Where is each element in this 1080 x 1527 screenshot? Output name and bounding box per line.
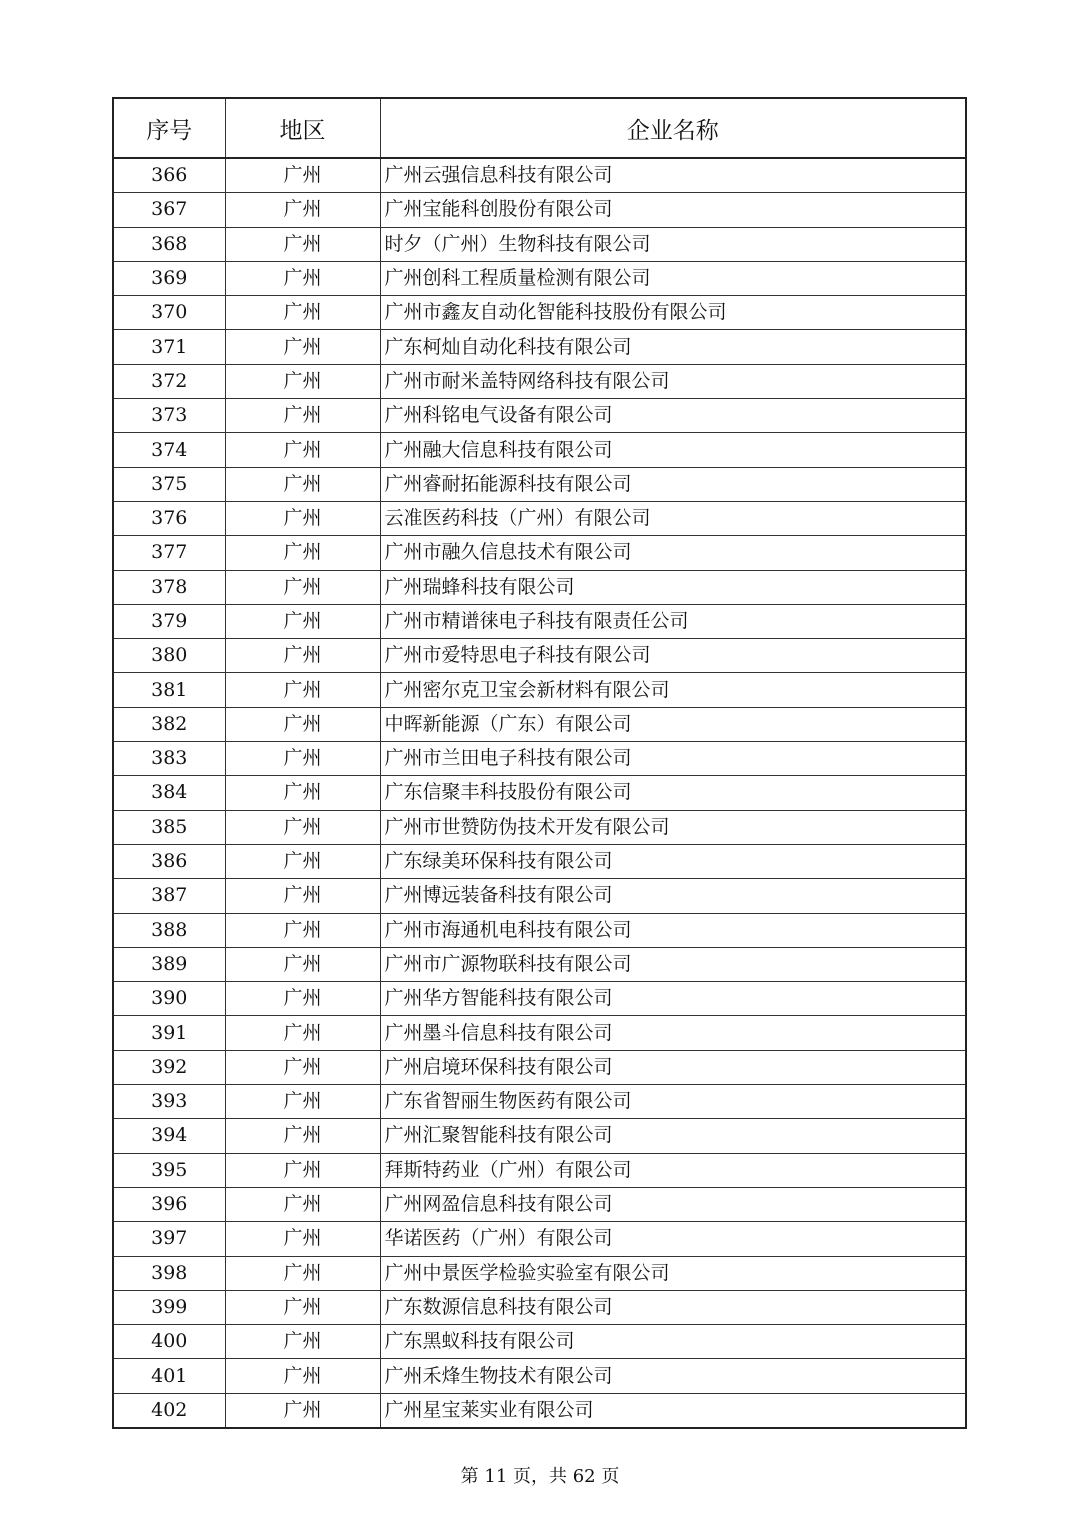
row-region: 广州: [225, 501, 380, 535]
row-region: 广州: [225, 1050, 380, 1084]
row-number: 382: [113, 707, 225, 741]
row-number: 395: [113, 1153, 225, 1187]
table-row: [113, 467, 966, 501]
row-company-name: 广州网盈信息科技有限公司: [380, 1187, 966, 1221]
table-row: [113, 1359, 966, 1393]
row-number: 400: [113, 1325, 225, 1359]
table-row: [113, 570, 966, 604]
row-region: 广州: [225, 879, 380, 913]
row-number: 372: [113, 364, 225, 398]
row-region: 广州: [225, 776, 380, 810]
row-company-name: 广州市融久信息技术有限公司: [380, 536, 966, 570]
row-number: 388: [113, 913, 225, 947]
row-company-name: 广东数源信息科技有限公司: [380, 1290, 966, 1324]
row-number: 394: [113, 1119, 225, 1153]
row-number: 393: [113, 1085, 225, 1119]
row-number: 376: [113, 501, 225, 535]
table-row: [113, 604, 966, 638]
row-region: 广州: [225, 1359, 380, 1393]
row-region: 广州: [225, 399, 380, 433]
row-number: 375: [113, 467, 225, 501]
row-number: 396: [113, 1187, 225, 1221]
row-region: 广州: [225, 364, 380, 398]
table-row: [113, 742, 966, 776]
row-region: 广州: [225, 1153, 380, 1187]
table-row: [113, 879, 966, 913]
row-region: 广州: [225, 810, 380, 844]
row-company-name: 广州汇聚智能科技有限公司: [380, 1119, 966, 1153]
row-company-name: 广东信聚丰科技股份有限公司: [380, 776, 966, 810]
row-company-name: 广州市爱特思电子科技有限公司: [380, 639, 966, 673]
row-company-name: 广州瑞蜂科技有限公司: [380, 570, 966, 604]
table-row: [113, 1085, 966, 1119]
row-company-name: 广州中景医学检验实验室有限公司: [380, 1256, 966, 1290]
row-region: 广州: [225, 296, 380, 330]
table-row: [113, 1290, 966, 1324]
table-row: [113, 776, 966, 810]
row-number: 385: [113, 810, 225, 844]
table-row: [113, 193, 966, 227]
row-number: 384: [113, 776, 225, 810]
table-row: [113, 261, 966, 295]
row-company-name: 广州密尔克卫宝会新材料有限公司: [380, 673, 966, 707]
row-company-name: 广州市兰田电子科技有限公司: [380, 742, 966, 776]
row-region: 广州: [225, 947, 380, 981]
row-number: 401: [113, 1359, 225, 1393]
table-row: [113, 1153, 966, 1187]
row-number: 374: [113, 433, 225, 467]
page-footer: 第 11 页，共 62 页: [460, 1466, 620, 1487]
row-company-name: 广州科铭电气设备有限公司: [380, 399, 966, 433]
row-number: 389: [113, 947, 225, 981]
row-number: 378: [113, 570, 225, 604]
row-region: 广州: [225, 1290, 380, 1324]
row-number: 371: [113, 330, 225, 364]
row-company-name: 广州市鑫友自动化智能科技股份有限公司: [380, 296, 966, 330]
row-number: 390: [113, 982, 225, 1016]
row-region: 广州: [225, 913, 380, 947]
row-region: 广州: [225, 227, 380, 261]
row-number: 402: [113, 1393, 225, 1428]
row-number: 387: [113, 879, 225, 913]
row-number: 367: [113, 193, 225, 227]
table-row: [113, 1187, 966, 1221]
row-number: 391: [113, 1016, 225, 1050]
row-region: 广州: [225, 1187, 380, 1221]
table-row: [113, 1016, 966, 1050]
header-company-name: 企业名称: [380, 98, 966, 158]
row-company-name: 中晖新能源（广东）有限公司: [380, 707, 966, 741]
table-row: [113, 947, 966, 981]
row-region: 广州: [225, 433, 380, 467]
row-number: 373: [113, 399, 225, 433]
row-company-name: 广州星宝莱实业有限公司: [380, 1393, 966, 1428]
table-row: [113, 1050, 966, 1084]
row-region: 广州: [225, 261, 380, 295]
row-company-name: 广东绿美环保科技有限公司: [380, 844, 966, 878]
table-row: [113, 707, 966, 741]
row-region: 广州: [225, 604, 380, 638]
row-company-name: 广东黑蚁科技有限公司: [380, 1325, 966, 1359]
row-number: 398: [113, 1256, 225, 1290]
row-company-name: 广州市海通机电科技有限公司: [380, 913, 966, 947]
table-row: [113, 1325, 966, 1359]
row-region: 广州: [225, 1085, 380, 1119]
row-company-name: 广东柯灿自动化科技有限公司: [380, 330, 966, 364]
row-number: 370: [113, 296, 225, 330]
row-company-name: 广州墨斗信息科技有限公司: [380, 1016, 966, 1050]
header-region: 地区: [225, 98, 380, 158]
table-row: [113, 982, 966, 1016]
row-company-name: 广州市广源物联科技有限公司: [380, 947, 966, 981]
row-company-name: 广州创科工程质量检测有限公司: [380, 261, 966, 295]
table-row: [113, 433, 966, 467]
row-company-name: 广州睿耐拓能源科技有限公司: [380, 467, 966, 501]
row-company-name: 广州启境环保科技有限公司: [380, 1050, 966, 1084]
row-company-name: 拜斯特药业（广州）有限公司: [380, 1153, 966, 1187]
row-company-name: 广州市耐米盖特网络科技有限公司: [380, 364, 966, 398]
row-region: 广州: [225, 707, 380, 741]
row-region: 广州: [225, 330, 380, 364]
row-region: 广州: [225, 1256, 380, 1290]
table-row: [113, 1222, 966, 1256]
table-row: [113, 639, 966, 673]
row-company-name: 广州禾烽生物技术有限公司: [380, 1359, 966, 1393]
row-company-name: 广州市精谱徕电子科技有限责任公司: [380, 604, 966, 638]
table-row: [113, 364, 966, 398]
table-row: [113, 330, 966, 364]
row-region: 广州: [225, 1393, 380, 1428]
table-row: [113, 536, 966, 570]
row-region: 广州: [225, 982, 380, 1016]
table-row: [113, 399, 966, 433]
row-region: 广州: [225, 639, 380, 673]
row-number: 368: [113, 227, 225, 261]
company-list-table: [112, 97, 967, 1429]
table-row: [113, 1119, 966, 1153]
row-number: 377: [113, 536, 225, 570]
row-number: 399: [113, 1290, 225, 1324]
table-row: [113, 296, 966, 330]
row-region: 广州: [225, 158, 380, 193]
table-row: [113, 227, 966, 261]
row-region: 广州: [225, 1016, 380, 1050]
row-region: 广州: [225, 467, 380, 501]
row-number: 386: [113, 844, 225, 878]
row-region: 广州: [225, 673, 380, 707]
row-region: 广州: [225, 1119, 380, 1153]
row-number: 369: [113, 261, 225, 295]
row-region: 广州: [225, 742, 380, 776]
row-region: 广州: [225, 1222, 380, 1256]
table-row: [113, 844, 966, 878]
table-header-row: [113, 98, 966, 158]
table-row: [113, 501, 966, 535]
row-company-name: 时夕（广州）生物科技有限公司: [380, 227, 966, 261]
table-row: [113, 158, 966, 193]
row-company-name: 广州市世赞防伪技术开发有限公司: [380, 810, 966, 844]
row-number: 381: [113, 673, 225, 707]
row-number: 380: [113, 639, 225, 673]
row-company-name: 广州宝能科创股份有限公司: [380, 193, 966, 227]
row-region: 广州: [225, 193, 380, 227]
row-number: 366: [113, 158, 225, 193]
table-row: [113, 1256, 966, 1290]
table-row: [113, 810, 966, 844]
row-company-name: 广州华方智能科技有限公司: [380, 982, 966, 1016]
row-company-name: 华诺医药（广州）有限公司: [380, 1222, 966, 1256]
table-row: [113, 673, 966, 707]
table-row: [113, 1393, 966, 1428]
row-company-name: 广州融大信息科技有限公司: [380, 433, 966, 467]
row-region: 广州: [225, 1325, 380, 1359]
row-company-name: 云准医药科技（广州）有限公司: [380, 501, 966, 535]
row-region: 广州: [225, 844, 380, 878]
table-row: [113, 913, 966, 947]
row-number: 383: [113, 742, 225, 776]
row-company-name: 广东省智丽生物医药有限公司: [380, 1085, 966, 1119]
row-company-name: 广州云强信息科技有限公司: [380, 158, 966, 193]
row-number: 392: [113, 1050, 225, 1084]
row-number: 379: [113, 604, 225, 638]
table-body: [113, 158, 966, 1428]
header-number: 序号: [113, 98, 225, 158]
row-region: 广州: [225, 570, 380, 604]
row-number: 397: [113, 1222, 225, 1256]
row-company-name: 广州博远装备科技有限公司: [380, 879, 966, 913]
row-region: 广州: [225, 536, 380, 570]
